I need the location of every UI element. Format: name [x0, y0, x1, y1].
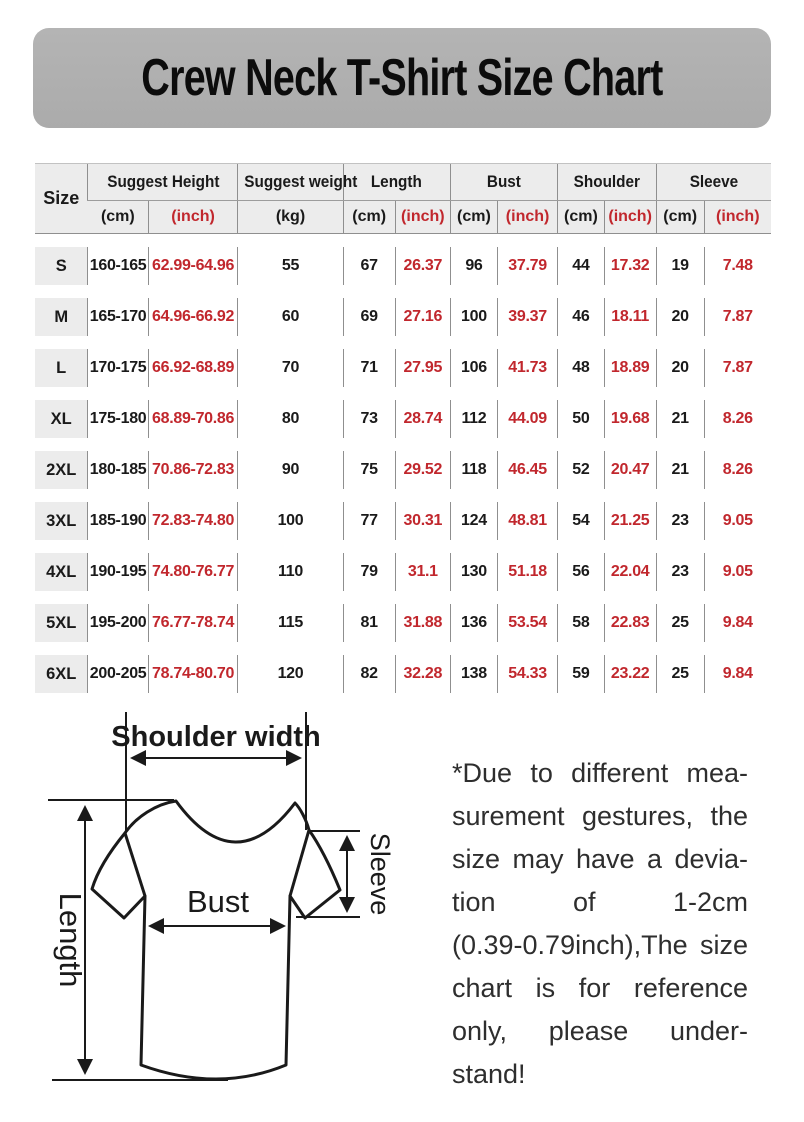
value-cell: 130	[450, 553, 497, 591]
value-cell: 29.52	[395, 451, 450, 489]
value-cell: 138	[450, 655, 497, 693]
value-cell: 75	[343, 451, 395, 489]
disclaimer-line: tion of 1-2cm	[452, 887, 748, 917]
value-cell: 180-185	[88, 451, 148, 489]
value-cell: 41.73	[497, 349, 557, 387]
value-cell: 185-190	[88, 502, 148, 540]
value-cell: 7.87	[704, 298, 771, 336]
value-cell: 124	[450, 502, 497, 540]
unit-header-bust-cm: (cm)	[450, 201, 497, 234]
table-header	[35, 164, 771, 234]
value-cell: 8.26	[704, 400, 771, 438]
value-cell: 74.80-76.77	[148, 553, 238, 591]
value-cell: 170-175	[88, 349, 148, 387]
column-header-length: Length	[343, 164, 450, 201]
value-cell: 9.84	[704, 655, 771, 693]
row-gap	[35, 234, 771, 248]
value-cell: 31.1	[395, 553, 450, 591]
value-cell: 53.54	[497, 604, 557, 642]
value-cell: 23	[656, 553, 704, 591]
value-cell: 59	[558, 655, 604, 693]
value-cell: 160-165	[88, 247, 148, 285]
value-cell: 46	[558, 298, 604, 336]
size-cell: 5XL	[35, 604, 88, 642]
bust-label: Bust	[186, 884, 250, 919]
value-cell: 76.77-78.74	[148, 604, 238, 642]
value-cell: 23.22	[604, 655, 656, 693]
value-cell: 72.83-74.80	[148, 502, 238, 540]
value-cell: 136	[450, 604, 497, 642]
unit-header-shoulder-cm: (cm)	[558, 201, 604, 234]
value-cell: 44	[558, 247, 604, 285]
value-cell: 69	[343, 298, 395, 336]
table-row	[35, 298, 771, 336]
value-cell: 64.96-66.92	[148, 298, 238, 336]
value-cell: 112	[450, 400, 497, 438]
value-cell: 21.25	[604, 502, 656, 540]
value-cell: 82	[343, 655, 395, 693]
size-cell: S	[35, 247, 88, 285]
unit-header-weight-kg: (kg)	[238, 201, 343, 234]
value-cell: 18.11	[604, 298, 656, 336]
value-cell: 51.18	[497, 553, 557, 591]
row-gap	[35, 285, 771, 298]
sleeve-seam-right	[290, 830, 309, 896]
column-header-bust: Bust	[450, 164, 557, 201]
shoulder-width-label: Shoulder width	[111, 721, 321, 753]
table-row	[35, 451, 771, 489]
size-cell: 3XL	[35, 502, 88, 540]
table-row	[35, 502, 771, 540]
value-cell: 21	[656, 400, 704, 438]
table-row	[35, 400, 771, 438]
size-cell: 2XL	[35, 451, 88, 489]
table-row	[35, 604, 771, 642]
value-cell: 25	[656, 655, 704, 693]
value-cell: 19	[656, 247, 704, 285]
size-cell: XL	[35, 400, 88, 438]
value-cell: 23	[656, 502, 704, 540]
value-cell: 52	[558, 451, 604, 489]
disclaimer-line: surement gestures, the	[452, 801, 748, 831]
value-cell: 20.47	[604, 451, 656, 489]
disclaimer-line: *Due to different mea-	[452, 758, 748, 788]
value-cell: 21	[656, 451, 704, 489]
value-cell: 165-170	[88, 298, 148, 336]
value-cell: 55	[238, 247, 343, 285]
row-gap	[35, 438, 771, 451]
value-cell: 48.81	[497, 502, 557, 540]
disclaimer-line: chart is for reference	[452, 973, 748, 1003]
unit-header-sleeve-inch: (inch)	[704, 201, 771, 234]
value-cell: 90	[238, 451, 343, 489]
title-banner	[33, 28, 771, 128]
value-cell: 48	[558, 349, 604, 387]
value-cell: 9.05	[704, 553, 771, 591]
value-cell: 195-200	[88, 604, 148, 642]
value-cell: 27.95	[395, 349, 450, 387]
length-label: Length	[53, 892, 88, 988]
sleeve-seam-left	[125, 833, 145, 896]
table-row	[35, 553, 771, 591]
value-cell: 56	[558, 553, 604, 591]
value-cell: 78.74-80.70	[148, 655, 238, 693]
value-cell: 100	[238, 502, 343, 540]
value-cell: 32.28	[395, 655, 450, 693]
table-row	[35, 655, 771, 693]
row-gap	[35, 489, 771, 502]
value-cell: 60	[238, 298, 343, 336]
table-row	[35, 247, 771, 285]
value-cell: 19.68	[604, 400, 656, 438]
value-cell: 62.99-64.96	[148, 247, 238, 285]
row-gap	[35, 336, 771, 349]
disclaimer-text	[452, 752, 748, 1096]
value-cell: 79	[343, 553, 395, 591]
column-header-size: Size	[35, 164, 88, 234]
value-cell: 106	[450, 349, 497, 387]
value-cell: 190-195	[88, 553, 148, 591]
value-cell: 81	[343, 604, 395, 642]
value-cell: 77	[343, 502, 395, 540]
unit-header-bust-inch: (inch)	[497, 201, 557, 234]
column-header-shoulder: Shoulder	[558, 164, 657, 201]
value-cell: 17.32	[604, 247, 656, 285]
row-gap	[35, 540, 771, 553]
value-cell: 9.84	[704, 604, 771, 642]
value-cell: 54	[558, 502, 604, 540]
value-cell: 22.83	[604, 604, 656, 642]
size-cell: 4XL	[35, 553, 88, 591]
value-cell: 58	[558, 604, 604, 642]
value-cell: 200-205	[88, 655, 148, 693]
row-gap	[35, 387, 771, 400]
value-cell: 9.05	[704, 502, 771, 540]
unit-header-height-inch: (inch)	[148, 201, 238, 234]
table-row	[35, 349, 771, 387]
unit-header-length-cm: (cm)	[343, 201, 395, 234]
value-cell: 37.79	[497, 247, 557, 285]
value-cell: 67	[343, 247, 395, 285]
unit-header-height-cm: (cm)	[88, 201, 148, 234]
value-cell: 20	[656, 349, 704, 387]
value-cell: 44.09	[497, 400, 557, 438]
disclaimer-line: only, please under-	[452, 1016, 748, 1046]
size-cell: 6XL	[35, 655, 88, 693]
value-cell: 7.48	[704, 247, 771, 285]
value-cell: 39.37	[497, 298, 557, 336]
row-gap	[35, 642, 771, 655]
value-cell: 100	[450, 298, 497, 336]
value-cell: 71	[343, 349, 395, 387]
value-cell: 73	[343, 400, 395, 438]
row-gap	[35, 591, 771, 604]
column-header-sleeve: Sleeve	[656, 164, 771, 201]
value-cell: 28.74	[395, 400, 450, 438]
value-cell: 7.87	[704, 349, 771, 387]
value-cell: 25	[656, 604, 704, 642]
unit-header-shoulder-inch: (inch)	[604, 201, 656, 234]
value-cell: 31.88	[395, 604, 450, 642]
value-cell: 70	[238, 349, 343, 387]
value-cell: 96	[450, 247, 497, 285]
value-cell: 115	[238, 604, 343, 642]
value-cell: 22.04	[604, 553, 656, 591]
size-table-body	[35, 234, 771, 694]
size-cell: M	[35, 298, 88, 336]
value-cell: 54.33	[497, 655, 557, 693]
unit-header-length-inch: (inch)	[395, 201, 450, 234]
column-header-suggest-height: Suggest Height	[88, 164, 238, 201]
value-cell: 20	[656, 298, 704, 336]
disclaimer-line: (0.39-0.79inch),The size	[452, 930, 748, 960]
value-cell: 27.16	[395, 298, 450, 336]
value-cell: 18.89	[604, 349, 656, 387]
sleeve-label: Sleeve	[365, 832, 395, 916]
value-cell: 50	[558, 400, 604, 438]
unit-header-sleeve-cm: (cm)	[656, 201, 704, 234]
value-cell: 8.26	[704, 451, 771, 489]
size-cell: L	[35, 349, 88, 387]
value-cell: 175-180	[88, 400, 148, 438]
value-cell: 70.86-72.83	[148, 451, 238, 489]
value-cell: 110	[238, 553, 343, 591]
tshirt-measurement-diagram	[28, 700, 448, 1110]
size-chart-table	[35, 163, 771, 693]
value-cell: 66.92-68.89	[148, 349, 238, 387]
disclaimer-line: stand!	[452, 1059, 526, 1089]
page-title: Crew Neck T-Shirt Size Chart	[141, 49, 663, 107]
value-cell: 120	[238, 655, 343, 693]
value-cell: 26.37	[395, 247, 450, 285]
disclaimer-line: size may have a devia-	[452, 844, 748, 874]
value-cell: 80	[238, 400, 343, 438]
value-cell: 30.31	[395, 502, 450, 540]
column-header-suggest-weight: Suggest weight	[238, 164, 343, 201]
value-cell: 46.45	[497, 451, 557, 489]
value-cell: 118	[450, 451, 497, 489]
value-cell: 68.89-70.86	[148, 400, 238, 438]
